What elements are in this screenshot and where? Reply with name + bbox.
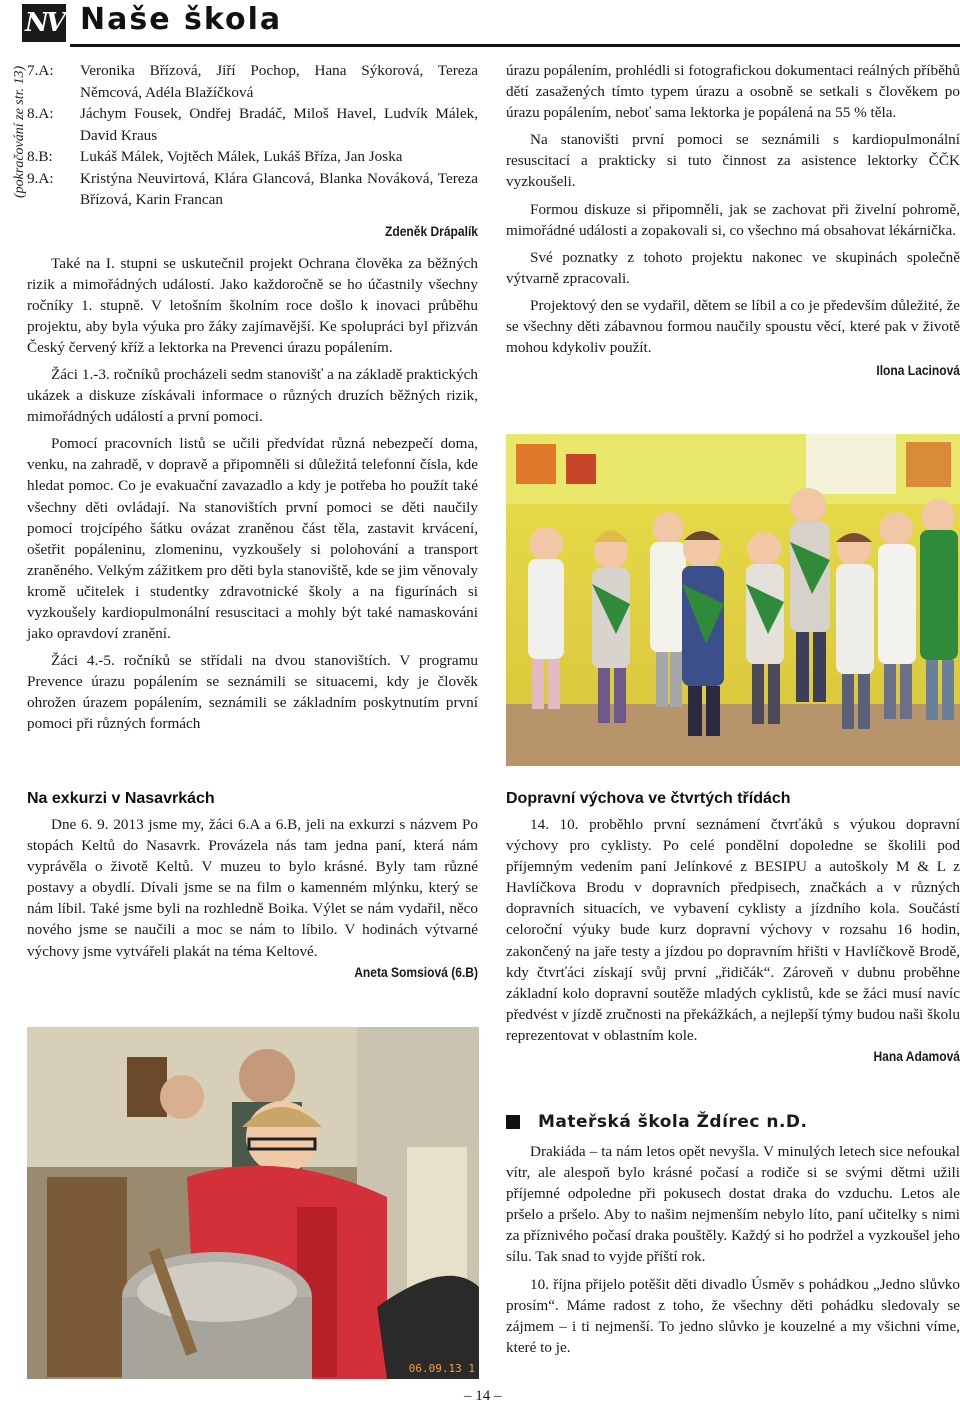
article-paragraph: Formou diskuze si připomněli, jak se zachovat při živelní pohromě, mimořádné události a zopakovali si, co všechno má obsahovat lékárnička. — [506, 200, 960, 239]
section-heading: Mateřská škola Ždírec n.D. — [538, 1112, 808, 1132]
article-paragraph: Své poznatky z tohoto projektu nakonec ve skupinách společně výtvarně zpracovali. — [506, 248, 960, 287]
class-names: Lukáš Málek, Vojtěch Málek, Lukáš Bříza, Jan Joska — [80, 148, 403, 165]
ms-article — [506, 1141, 960, 1358]
page-number: – 14 – — [464, 1388, 502, 1404]
class-names: Kristýna Neuvirtová, Klára Glancová, Blanka Nováková, Tereza Břízová, Karin Francan — [80, 169, 478, 208]
article-first-stage — [27, 253, 478, 735]
header-rule — [70, 44, 960, 47]
author-signature: Zdeněk Drápalík — [384, 222, 478, 239]
article-paragraph: 10. října přijelo potěšit děti divadlo Úsměv s pohádkou „Jedno slůvko prosím“. Máme radost z toho, že všechny děti pohádku sledovaly se zájmem – i ti nejmenší. To jedno slůvko je kouzelné a my všichni víme, které to je. — [506, 1275, 960, 1356]
continuation-note: (pokračování ze str. 13) — [12, 65, 27, 198]
class-names: Veronika Břízová, Jiří Pochop, Hana Sýkorová, Tereza Němcová, Adéla Blažíčková — [80, 62, 478, 101]
class-label: 8.A: — [27, 105, 54, 122]
author-signature: Aneta Somsiová (6.B) — [354, 963, 478, 980]
author-signature: Hana Adamová — [873, 1048, 960, 1065]
author-signature: Ilona Lacinová — [876, 362, 960, 379]
class-label: 7.A: — [27, 62, 54, 79]
heading-square-bullet — [506, 1115, 520, 1129]
class-label: 8.B: — [27, 148, 53, 165]
section-heading: Na exkurzi v Nasavrkách — [27, 790, 215, 807]
section-materska-skola — [506, 1112, 960, 1364]
section-heading: Dopravní výchova ve čtvrtých třídách — [506, 790, 791, 807]
article-paragraph: Žáci 1.-3. ročníků procházeli sedm stanovišť a na základě praktických ukázek a diskuze získávali informace o různých druzích běžných rizik, mimořádných událostí a první pomoci. — [27, 365, 478, 426]
class-list — [27, 60, 478, 211]
class-row — [27, 146, 478, 168]
class-label: 9.A: — [27, 169, 54, 187]
photo-millstone — [27, 1027, 479, 1379]
right-column-top — [506, 60, 960, 381]
ms-heading-row — [506, 1112, 960, 1132]
article-paragraph: Projektový den se vydařil, dětem se líbil a co je především důležité, že se všechny děti zábavnou formou naučily spoustu věcí, které pak v životě mohou kdykoliv použít. — [506, 296, 960, 357]
photo-children-first-aid — [506, 434, 960, 766]
article-paragraph: Drakiáda – ta nám letos opět nevyšla. V minulých letech sice nefoukal vítr, ale alespoň bylo krásné počasí a rodiče si se svými dětmi užili příjemné odpoledne při pokusech dostat draka do vzduchu. Letos ale pršelo a pršelo. Aby to našim nejmenším nebylo líto, paní učitelky s nimi za příznivého počasí draka pouštěly. Každý si ho podržel a vyzkoušel jeho sílu. Tak snad to vyjde příští rok. — [506, 1143, 960, 1266]
class-row — [27, 60, 478, 103]
left-column-top — [27, 60, 478, 735]
section-exkurze — [27, 790, 478, 980]
section-doprava — [506, 790, 960, 1064]
article-paragraph: Také na I. stupni se uskutečnil projekt Ochrana člověka za běžných rizik a mimořádných událostí. Jako každoročně se ho účastnily všechny ročníky 1. stupně. V letošním školním roce došlo k inovaci průběhu projektu, aby byla výuka pro žáky zajímavější. Ke spolupráci byl přizván Český červený kříž a lektorka na Prevenci úrazu popálením. — [27, 254, 478, 356]
article-paragraph: Žáci 4.-5. ročníků se střídali na dvou stanovištích. V programu Prevence úrazu popálením se seznámili se situacemi, kdy je člověk ohrožen úrazem popálením, seznámili se základním poskytnutím první pomoci při různých formách — [27, 652, 478, 733]
photo-children-first-aid-image — [506, 434, 960, 766]
article-paragraph: Pomocí pracovních listů se učili předvídat různá nebezpečí doma, venku, na zahradě, v dopravě a připomněli si důležitá telefonní čísla, kde hledat pomoc. Co je evakuační zavazadlo a kdy je potřeba ho použít také všechny děti ovládají. Na stanovištích první pomoci se děti naučily pomocí trojcípého šátku ovázat zraněnou část těla, zastavit krvácení, ošetřit popáleninu, zlomeninu, vyzkoušely si polohování a transport zraněného. Velkým zážitkem pro děti byla stanoviště, kde se jim věnovaly kromě učitelek i studentky zdravotnické školy a na figurínách si vyzkoušely kardiopulmonální resuscitaci a mohly být také namaskováni jako opravdoví zranění. — [27, 435, 478, 643]
photo-millstone-image — [27, 1027, 479, 1379]
page-title: Naše škola — [80, 2, 283, 37]
article-paragraph: Dne 6. 9. 2013 jsme my, žáci 6.A a 6.B, jeli na exkurzi s názvem Po stopách Keltů do Nasavrk. Provázela nás tam jedna paní, která nám vyprávěla o životě Keltů. V muzeu to bylo krásné. Byly tam různé postavy a obydlí. Dívali jsme se na film o kamenném mlýnku, který se nám líbil. Také jsme byli na rozhledně Boika. Výlet se nám vydařil, něco nového jsme se naučili a moc se nám to líbilo. V hodinách výtvarné výchovy jsme vytvářeli plakát na téma Keltové. — [27, 816, 478, 960]
photo-date-stamp: 06.09.13 1 — [408, 1362, 475, 1375]
article-paragraph: 14. 10. proběhlo první seznámení čtvrťáků s výukou dopravní výchovy pro cyklisty. Po celé pondělní dopoledne se školili pod příjemným vedením paní Jelínkové z BESIPU a autoškoly M & L z Havlíčkova Brodu v dopravních předpisech, značkách a v různých dopravních situacích, ve vybavení cyklisty a jízdního kola. Součástí celoroční výuky bude kurz dopravní výchovy v rozsahu 16 hodin, zakončený na jaře testy a jízdou po dopravním hřišti v Havlíčkově Brodě, kdy čtvrťáci získají svůj první „řidičák“. Zároveň v dubnu proběhne základní kolo dopravní soutěže mladých cyklistů, kde se žáci musí navíc předvést v jízdě zručnosti na překážkách, a nejlepší týmy budou naši školu reprezentovat v oblastním kole. — [506, 816, 960, 1044]
class-names: Jáchym Fousek, Ondřej Bradáč, Miloš Havel, Ludvík Málek, David Kraus — [80, 105, 478, 144]
class-row — [27, 103, 478, 146]
class-row — [27, 168, 478, 211]
magazine-logo: NV — [22, 4, 66, 42]
article-paragraph: úrazu popálením, prohlédli si fotografickou dokumentaci reálných příběhů dětí zasažených tímto typem úrazu a osobně se setkali s člověkem po úrazu popálením, neboť sama lektorka je popálená na 55 % těla. — [506, 62, 960, 122]
article-paragraph: Na stanovišti první pomoci se seznámili s kardiopulmonální resuscitací a prakticky si tuto činnost za asistence lektorky ČČK vyzkoušeli. — [506, 131, 960, 191]
